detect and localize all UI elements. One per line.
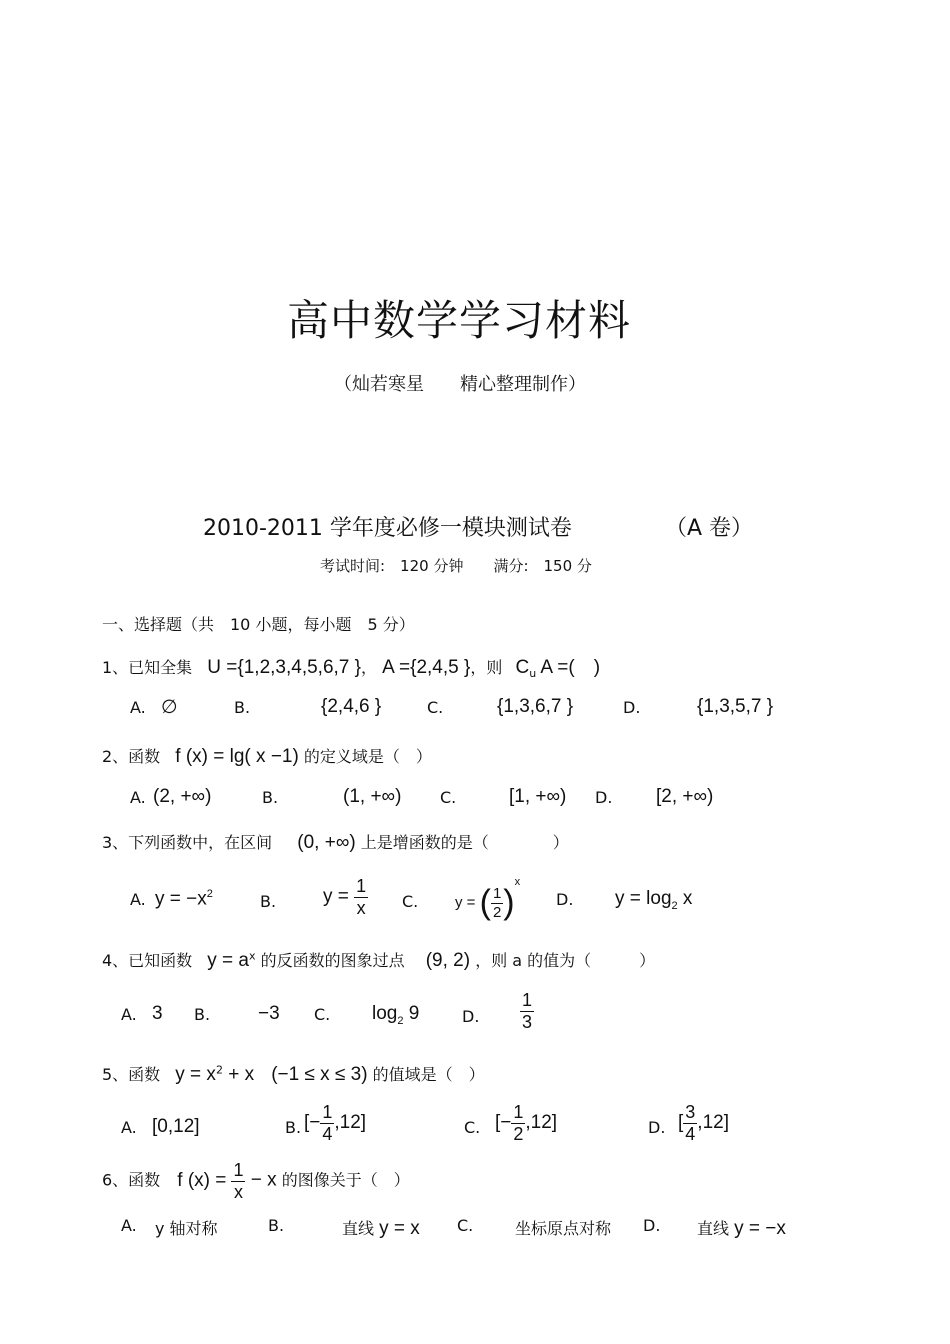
- question-stem: 6、函数: [102, 1170, 161, 1190]
- math-expr: log: [372, 1003, 398, 1024]
- option-value: (2, +∞): [153, 786, 212, 807]
- superscript: x: [514, 876, 521, 888]
- superscript: 2: [215, 1063, 223, 1077]
- option-label: B.: [234, 698, 251, 717]
- option-value: [155, 888, 213, 910]
- option-label: D.: [643, 1216, 661, 1235]
- option-label: C.: [457, 1216, 474, 1235]
- math-expr: y = log: [615, 888, 672, 909]
- question-text: 的值域是（ ）: [372, 1065, 485, 1084]
- math-expr: C: [515, 657, 530, 678]
- numerator: 1: [522, 990, 533, 1010]
- option-label: D.: [648, 1118, 666, 1137]
- option-label: B.: [285, 1118, 302, 1137]
- fraction: [511, 1102, 525, 1144]
- math-expr: f (x) =: [177, 1169, 227, 1191]
- option-value: [342, 1216, 420, 1240]
- option-value: [520, 990, 534, 1032]
- fraction: [520, 990, 534, 1032]
- subscript: u: [529, 667, 537, 681]
- exam-title: 2010-2011 学年度必修一模块测试卷: [203, 516, 572, 541]
- math-expr: f (x) = lg( x −1): [175, 746, 299, 767]
- math-expr: ,12]: [697, 1112, 729, 1134]
- denominator: 3: [522, 1011, 533, 1032]
- option-value: [2, +∞): [656, 786, 714, 807]
- fraction: [491, 885, 503, 921]
- question-text: 的图像关于（ ）: [281, 1170, 410, 1190]
- option-label: D.: [595, 788, 613, 807]
- option-label: D.: [623, 698, 641, 717]
- option-value: [304, 1102, 366, 1144]
- fraction: [231, 1160, 245, 1202]
- denominator: 2: [513, 1123, 524, 1144]
- question-text: ，则 a 的值为（ ）: [475, 951, 656, 970]
- option-value: −3: [258, 1003, 280, 1024]
- option-label: A.: [130, 890, 146, 909]
- math-expr: ,12]: [334, 1112, 367, 1134]
- math-expr: y =: [455, 894, 476, 911]
- option-value: {1,3,5,7 }: [697, 696, 774, 717]
- option-label: B.: [262, 788, 279, 807]
- math-expr: (0, +∞): [297, 832, 356, 853]
- numerator: 1: [322, 1102, 333, 1122]
- math-expr: y =: [323, 886, 349, 908]
- option-value: [678, 1102, 729, 1144]
- option-value: {1,3,6,7 }: [497, 696, 574, 717]
- page-subtitle: （灿若寒星 精心整理制作）: [334, 374, 586, 395]
- question-text: 上是增函数的是（ ）: [360, 833, 569, 852]
- option-label: A.: [121, 1005, 137, 1024]
- option-label: D.: [462, 1007, 480, 1026]
- denominator: 4: [322, 1123, 333, 1144]
- option-value: 3: [152, 1003, 163, 1024]
- superscript: 2: [206, 888, 213, 900]
- option-label: C.: [402, 892, 419, 911]
- option-label: C.: [427, 698, 444, 717]
- question-stem: 5、函数: [102, 1065, 161, 1084]
- option-label: A.: [130, 698, 146, 717]
- option-value: [0,12]: [152, 1116, 200, 1137]
- math-expr: [−: [495, 1112, 512, 1134]
- option-label: B.: [268, 1216, 285, 1235]
- question-text: 的反函数的图象过点: [260, 951, 405, 970]
- math-expr: + x: [222, 1064, 255, 1085]
- option-value: 坐标原点对称: [515, 1219, 612, 1238]
- paren-left: (: [479, 883, 491, 922]
- denominator: x: [356, 897, 366, 918]
- option-text: 直线: [697, 1219, 730, 1238]
- option-value: {2,4,6 }: [321, 696, 382, 717]
- superscript: x: [249, 949, 256, 963]
- math-expr: ,12]: [525, 1112, 558, 1134]
- separator: ，: [361, 658, 378, 677]
- option-value: (1, +∞): [343, 786, 402, 807]
- math-expr: y = x: [175, 1064, 216, 1085]
- math-expr: y = −x: [155, 888, 207, 910]
- subscript: 2: [671, 899, 678, 912]
- option-value: [455, 876, 520, 923]
- page-title: 高中数学学习材料: [287, 296, 632, 345]
- question-stem: 4、已知函数: [102, 951, 193, 970]
- math-expr: y = a: [207, 950, 250, 971]
- math-expr: U ={1,2,3,4,5,6,7 }: [207, 657, 361, 678]
- math-expr: y = −x: [734, 1218, 786, 1239]
- math-expr: 9: [403, 1003, 420, 1024]
- option-value: [615, 888, 692, 912]
- question-1: [102, 652, 600, 680]
- question-text: 的定义域是（ ）: [303, 747, 432, 766]
- math-expr: (9, 2): [425, 950, 471, 971]
- option-value: [1, +∞): [509, 786, 567, 807]
- math-expr: [−: [304, 1112, 321, 1134]
- option-value: [495, 1102, 557, 1144]
- option-label: B.: [194, 1005, 211, 1024]
- option-value: [323, 876, 368, 918]
- question-2: [102, 744, 432, 768]
- question-3: [102, 830, 569, 854]
- denominator: x: [233, 1181, 243, 1202]
- option-label: C.: [314, 1005, 331, 1024]
- question-5: [102, 1062, 485, 1086]
- question-stem: 3、下列函数中，在区间: [102, 833, 273, 852]
- option-label: A.: [130, 788, 146, 807]
- option-value: [372, 1003, 419, 1027]
- math-expr: y = x: [379, 1218, 420, 1239]
- subscript: 2: [397, 1014, 404, 1027]
- option-label: C.: [440, 788, 457, 807]
- math-expr: (−1 ≤ x ≤ 3): [271, 1064, 368, 1085]
- fraction: [354, 876, 368, 918]
- numerator: 1: [492, 885, 502, 903]
- option-value: y 轴对称: [155, 1219, 218, 1238]
- option-value: [697, 1216, 786, 1240]
- numerator: 1: [233, 1160, 244, 1180]
- math-expr: − x: [245, 1169, 277, 1191]
- question-stem: 1、已知全集: [102, 658, 193, 677]
- section-heading: 一、选择题（共 10 小题，每小题 5 分）: [102, 615, 415, 634]
- denominator: 2: [492, 903, 502, 921]
- question-text: ，则: [470, 658, 503, 677]
- question-stem: 2、函数: [102, 747, 161, 766]
- math-expr: A ={2,4,5 }: [382, 657, 471, 678]
- fraction: [683, 1102, 697, 1144]
- exam-version: （A 卷）: [665, 516, 754, 541]
- exam-meta: 考试时间: 120 分钟 满分: 150 分: [320, 557, 592, 575]
- denominator: 4: [685, 1123, 696, 1144]
- option-label: C.: [464, 1118, 481, 1137]
- option-text: 直线: [342, 1219, 375, 1238]
- option-label: A.: [121, 1118, 137, 1137]
- math-expr: [: [678, 1112, 684, 1134]
- numerator: 3: [685, 1102, 696, 1122]
- numerator: 1: [356, 876, 367, 896]
- math-expr: x: [677, 888, 693, 909]
- option-label: D.: [556, 890, 574, 909]
- paren-right: ): [503, 883, 515, 922]
- math-expr: A =( ): [536, 657, 601, 678]
- option-label: B.: [260, 892, 277, 911]
- option-label: A.: [121, 1216, 137, 1235]
- question-6: [102, 1160, 410, 1202]
- empty-set-icon: ∅: [161, 697, 178, 718]
- fraction: [320, 1102, 334, 1144]
- numerator: 1: [513, 1102, 524, 1122]
- question-4: [102, 948, 655, 972]
